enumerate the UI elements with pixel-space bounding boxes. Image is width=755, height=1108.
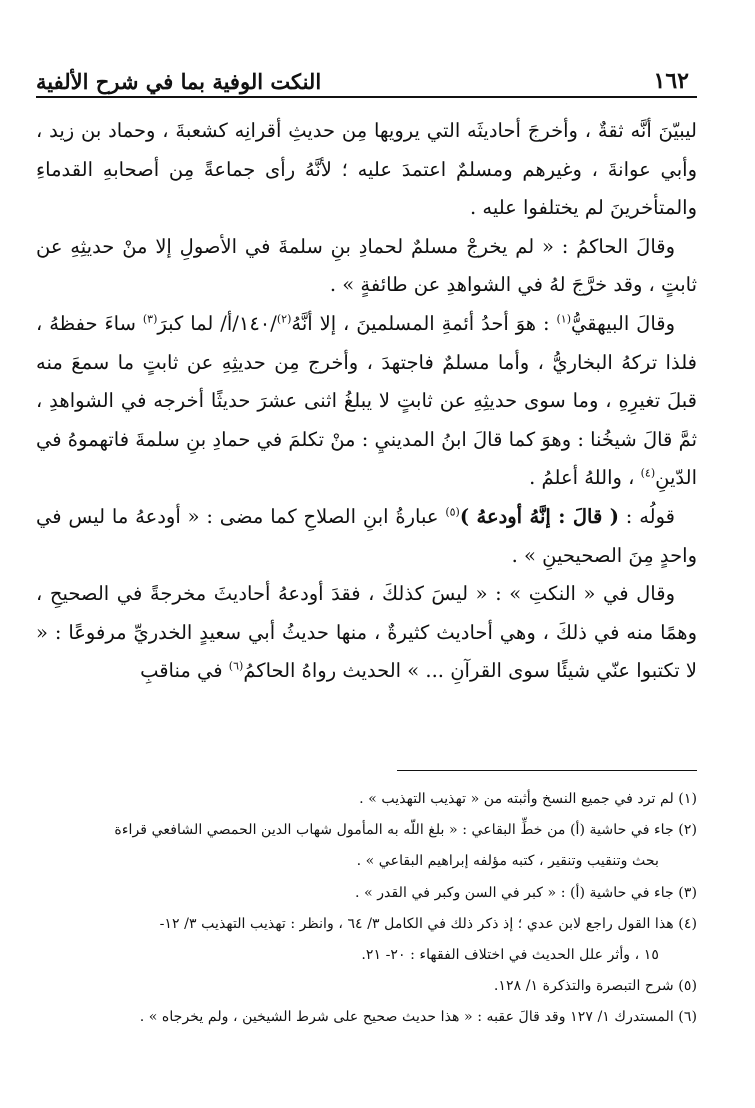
footnote: (٣) جاء في حاشية (أ) : « كبر في السن وكبر في القدر » . bbox=[355, 884, 697, 901]
footnote: (٤) هذا القول راجع لابن عدي ؛ إذ ذكر ذلك في الكامل ٣/ ٦٤ ، وانظر : تهذيب التهذيب ٣/ ١٢- bbox=[159, 915, 697, 932]
footnote: (١) لم ترد في جميع النسخ وأثبته من « تهذيب التهذيب » . bbox=[359, 791, 697, 807]
running-title: النكت الوفية بما في شرح الألفية bbox=[36, 69, 322, 94]
footnote-marker: (٣) bbox=[142, 312, 158, 326]
paragraph: ليبيّنَ أنَّه ثقةٌ ، وأخرجَ أحاديثَه التي يرويها مِن حديثِ أقرانِه كشعبةَ ، وحماد بن زيد ، وأبي عوانةَ ، وغيرهم ومسلمٌ اعتمدَ عليه ؛ لأنَّهُ رأى جماعةً مِن أصحابهِ القدماءِ والمتأخرينَ لم يختلفوا عليه . bbox=[36, 119, 697, 220]
footnote-continuation: بحث وتنقيب وتنقير ، كتبه مؤلفه إبراهيم البقاعي » . bbox=[356, 853, 659, 870]
footnote: (٦) المستدرك ١/ ١٢٧ وقد قالَ عقبه : « هذا حديث صحيح على شرط الشيخين ، ولم يخرجاه » . bbox=[139, 1009, 697, 1026]
text-run: في مناقبِ bbox=[140, 659, 229, 683]
quoted-lemma: ( قالَ : إنَّهُ أودعهُ ) bbox=[459, 504, 619, 528]
text-run: وقال في « النكتِ » : « ليسَ كذلكَ ، فقدَ أودعهُ أحاديثَ مخرجةً في الصحيحِ ، وهمًا منه في ذلكَ ، وهي أحاديث كثيرةٌ ، منها حديثُ أبي سعيدٍ الخدريِّ مرفوعًا : « لا تكتبوا عنّي شيئًا سوى القرآنِ ... » الحديث رواهُ الحاكمُ bbox=[36, 582, 697, 683]
text-run: قولُه : bbox=[618, 504, 675, 528]
text-run: ، واللهُ أعلمُ . bbox=[529, 466, 641, 490]
paragraph bbox=[36, 498, 697, 575]
footnote: (٥) شرح التبصرة والتذكرة ١/ ١٢٨. bbox=[493, 978, 697, 995]
footnotes bbox=[36, 784, 697, 1034]
footnote-marker: (١) bbox=[556, 312, 571, 326]
footnote-marker: (٥) bbox=[445, 505, 460, 519]
paragraph bbox=[36, 575, 697, 691]
text-run: ساءَ حفظهُ ، فلذا تركهُ البخاريُّ ، وأما مسلمٌ فاجتهدَ ، وأخرج مِن حديثِهِ عن ثابتٍ ما سمعَ منه قبلَ تغيرِهِ ، وما سوى حديثِهِ عن ثابتٍ لا يبلغُ اثنى عشرَ حديثًا أخرجه في الشواهدِ ، ثمَّ قالَ شيخُنا : وهوَ كما قالَ ابنُ المدينيِ : منْ تكلمَ في حمادِ بنِ سلمةَ فاتهموهُ في الدّينِ bbox=[36, 311, 697, 490]
text-run: : هوَ أحدُ أئمةِ المسلمينَ ، إلا أنَّهُ bbox=[291, 311, 557, 335]
text-run: /١٤٠/أ/ لما كبرَ bbox=[157, 311, 277, 335]
footnote-continuation: ١٥ ، وأثر علل الحديث في اختلاف الفقهاء : ٢٠- ٢١. bbox=[361, 947, 659, 964]
paragraph: وقالَ الحاكمُ : « لم يخرجْ مسلمٌ لحمادِ بنِ سلمةَ في الأصولِ إلا منْ حديثِهِ عن ثابتٍ ، وقد خرَّجَ لهُ في الشواهدِ عن طائفةٍ » . bbox=[36, 234, 697, 297]
footnote: (٢) جاء في حاشية (أ) من خطِّ البقاعي : « بلغ اللّه به المأمول شهاب الدين الحمصي الشافعي قراءة bbox=[114, 822, 697, 839]
paragraph bbox=[36, 305, 697, 498]
page-number: ١٦٢ bbox=[653, 68, 689, 94]
text-run: وقالَ البيهقيُّ bbox=[571, 311, 675, 335]
footnote-divider bbox=[397, 770, 697, 771]
text-run: عبارةُ ابنِ الصلاحِ كما مضى : « أودعهُ ما ليس في واحدٍ مِنَ الصحيحينِ » . bbox=[36, 504, 697, 567]
footnote-marker: (٤) bbox=[640, 466, 656, 480]
main-text bbox=[36, 112, 697, 691]
page-header bbox=[36, 52, 697, 94]
footnote-marker: (٢) bbox=[276, 312, 292, 326]
footnote-marker: (٦) bbox=[228, 659, 244, 673]
header-divider bbox=[36, 96, 697, 98]
